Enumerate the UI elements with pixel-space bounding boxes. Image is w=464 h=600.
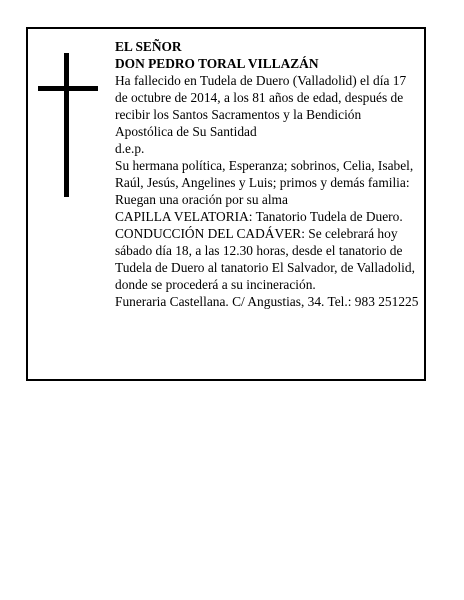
cross-vertical-bar: [64, 53, 69, 197]
family-members: Su hermana política, Esperanza; sobrinos, Celia, Isabel, Raúl, Jesús, Angelines y Luis; primos y demás familia:: [115, 158, 414, 190]
deceased-name: DON PEDRO TORAL VILLAZÁN: [115, 56, 319, 71]
latin-cross-icon: [38, 53, 98, 197]
prayer-request: Ruegan una oración por su alma: [115, 192, 288, 207]
death-announcement: Ha fallecido en Tudela de Duero (Valladolid) el día 17 de octubre de 2014, a los 81 años de edad, después de recibir los Santos Sacramentos y la Bendición Apostólica de Su Santidad: [115, 73, 407, 139]
obituary-text: [115, 38, 420, 310]
honorific-title: EL SEÑOR: [115, 39, 182, 54]
cross-horizontal-bar: [38, 86, 98, 91]
funeral-home-contact: Funeraria Castellana. C/ Angustias, 34. Tel.: 983 251225: [115, 294, 419, 309]
funeral-chapel: CAPILLA VELATORIA: Tanatorio Tudela de Duero.: [115, 209, 403, 224]
funeral-procession: CONDUCCIÓN DEL CADÁVER: Se celebrará hoy sábado día 18, a las 12.30 horas, desde el tanatorio de Tudela de Duero al tanatorio El Salvador, de Valladolid, donde se procederá a su incineración.: [115, 226, 415, 292]
rest-in-peace: d.e.p.: [115, 141, 145, 156]
